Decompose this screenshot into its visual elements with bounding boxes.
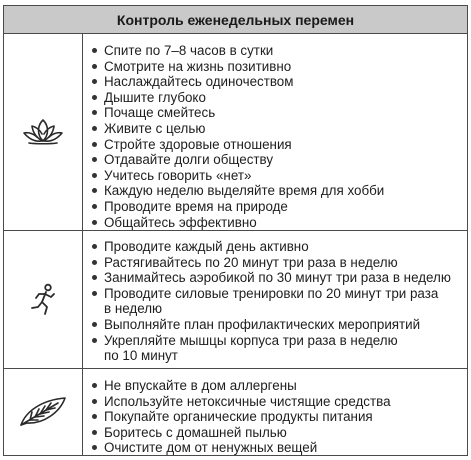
- list-item: Проводите время на природе: [84, 199, 467, 215]
- leaf-icon: [18, 396, 68, 428]
- list-item: Растягивайтесь по 20 минут три раза в неделю: [84, 255, 467, 271]
- list-item: Отдавайте долги обществу: [84, 152, 467, 168]
- list-item: Выполняйте план профилактических мероприятий: [84, 317, 467, 333]
- list-item: Занимайтесь аэробикой по 30 минут три раза в неделю: [84, 270, 467, 286]
- list-item: Учитесь говорить «нет»: [84, 168, 467, 184]
- section-mind: [4, 34, 467, 231]
- list-item: Почаще смейтесь: [84, 105, 467, 121]
- section-body: [4, 231, 467, 369]
- list-item: Проводите силовые тренировки по 20 минут три раза в неделю: [84, 286, 467, 317]
- list-item: Спите по 7–8 часов в сутки: [84, 43, 467, 59]
- section-icon-cell: [4, 369, 83, 455]
- list-item: Общайтесь эффективно: [84, 215, 467, 231]
- list-item: Используйте нетоксичные чистящие средства: [84, 394, 467, 410]
- lotus-icon: [21, 117, 65, 147]
- list-item: Укрепляйте мышцы корпуса три раза в неделю по 10 минут: [84, 333, 467, 364]
- section-icon-cell: [4, 34, 83, 230]
- section-home: [4, 369, 467, 455]
- list-item: Живите с целью: [84, 121, 467, 137]
- weekly-changes-table: [3, 5, 468, 456]
- list-item: Каждую неделю выделяйте время для хобби: [84, 183, 467, 199]
- list-item: Не впускайте в дом аллергены: [84, 378, 467, 394]
- running-person-icon: [28, 283, 58, 317]
- list-item: Проводите каждый день активно: [84, 239, 467, 255]
- list-item: Стройте здоровые отношения: [84, 137, 467, 153]
- list-item: Покупайте органические продукты питания: [84, 409, 467, 425]
- list-item: Смотрите на жизнь позитивно: [84, 59, 467, 75]
- tips-list: [84, 239, 467, 364]
- tips-list: [84, 378, 467, 456]
- list-item: Боритесь с домашней пылью: [84, 425, 467, 441]
- tips-list: [84, 43, 467, 230]
- table-title: Контроль еженедельных перемен: [4, 6, 467, 34]
- section-icon-cell: [4, 231, 83, 368]
- list-item: Очистите дом от ненужных вещей: [84, 440, 467, 456]
- list-item: Наслаждайтесь одиночеством: [84, 74, 467, 90]
- list-item: Дышите глубоко: [84, 90, 467, 106]
